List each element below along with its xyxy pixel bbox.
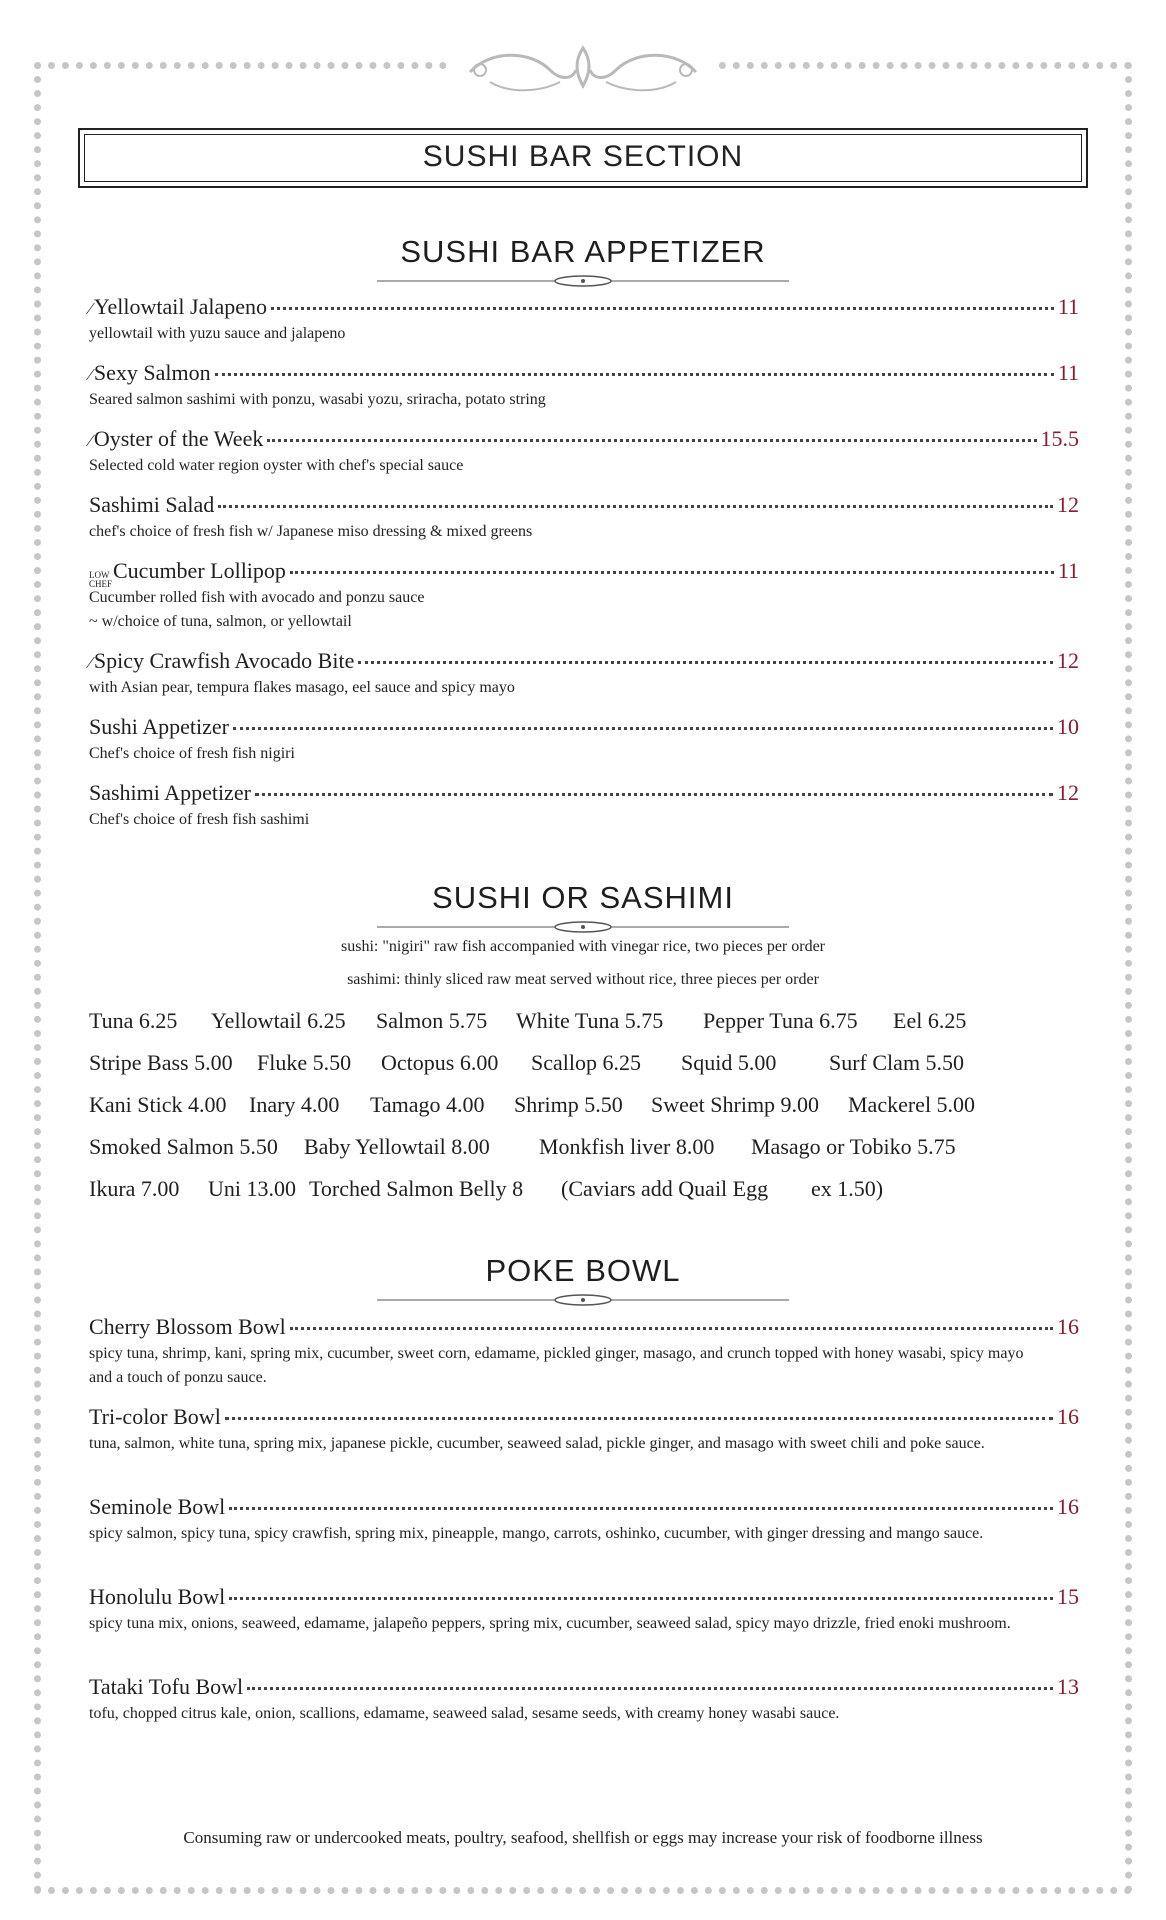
item-price: 16 [1057,1494,1079,1519]
item-name: Spicy Crawfish Avocado Bite [93,648,355,673]
price-cell: Baby Yellowtail 8.00 [304,1134,490,1159]
poke-heading: POKE BOWL [485,1253,681,1288]
item-name: Oyster of the Week [93,426,264,451]
menu-item [89,1404,1079,1456]
menu-item [89,1314,1079,1390]
item-description: tofu, chopped citrus kale, onion, scallions, edamame, seaweed salad, sesame seeds, with creamy honey wasabi sauce. [89,1705,840,1722]
price-cell: Surf Clam 5.50 [829,1050,965,1075]
dot-leader [233,721,1053,730]
menu-item [89,648,1079,700]
price-cell: Pepper Tuna 6.75 [703,1008,858,1033]
item-description: spicy salmon, spicy tuna, spicy crawfish, spring mix, pineapple, mango, carrots, oshinko, cucumber, with ginger dressing and mango sauce. [89,1525,984,1542]
ornamental-rule [377,1293,789,1307]
item-price: 10 [1057,714,1079,739]
chili-pepper-icon: ∕ [89,653,92,672]
appetizer-heading: SUSHI BAR APPETIZER [400,234,766,269]
menu-item [89,1494,1079,1546]
price-cell: Tuna 6.25 [89,1008,178,1033]
item-description: Selected cold water region oyster with chef's special sauce [89,457,464,474]
item-price: 12 [1057,492,1079,517]
dot-leader [247,1681,1053,1690]
price-cell: Kani Stick 4.00 [89,1092,227,1117]
item-name: Cherry Blossom Bowl [89,1314,286,1339]
price-cell: Squid 5.00 [681,1050,777,1075]
item-name: Yellowtail Jalapeno [93,294,267,319]
menu-item [89,294,1079,346]
menu-item [89,558,1079,634]
price-row [89,1092,1089,1124]
price-cell: White Tuna 5.75 [516,1008,664,1033]
item-description: spicy tuna mix, onions, seaweed, edamame, jalapeño peppers, spring mix, cucumber, seaweed salad, spicy mayo drizzle, fried enoki mushroom. [89,1615,1011,1632]
item-description: with Asian pear, tempura flakes masago, eel sauce and spicy mayo [89,679,515,696]
item-price: 16 [1057,1314,1079,1339]
item-price: 11 [1057,294,1079,319]
chili-pepper-icon: ∕ [89,431,92,450]
scroll-ornament-icon [450,42,716,98]
price-cell: Yellowtail 6.25 [211,1008,346,1033]
price-row [89,1134,1089,1166]
menu-item [89,426,1079,478]
sushi-sashimi-heading: SUSHI OR SASHIMI [432,880,734,915]
sushi-note: sushi: "nigiri" raw fish accompanied with vinegar rice, two pieces per order [340,938,825,955]
item-description: chef's choice of fresh fish w/ Japanese miso dressing & mixed greens [89,523,533,540]
price-cell: Torched Salmon Belly 8 [309,1176,524,1201]
chili-pepper-icon: ∕ [89,365,92,384]
price-cell: Shrimp 5.50 [514,1092,623,1117]
chili-pepper-icon: ∕ [89,299,92,318]
price-cell: Masago or Tobiko 5.75 [751,1134,956,1159]
price-cell: Stripe Bass 5.00 [89,1050,233,1075]
dot-leader [255,787,1053,796]
dot-leader [290,1321,1053,1330]
item-name: Seminole Bowl [89,1494,226,1519]
price-cell: Sweet Shrimp 9.00 [651,1092,820,1117]
price-cell: (Caviars add Quail Egg [561,1176,769,1201]
menu-item [89,360,1079,412]
item-price: 15 [1057,1584,1079,1609]
price-cell: Inary 4.00 [249,1092,340,1117]
item-description: spicy tuna, shrimp, kani, spring mix, cucumber, sweet corn, edamame, pickled ginger, masago, and crunch topped with honey wasabi, spicy mayo and a touch of ponzu sauce. [89,1345,1024,1386]
menu-item [89,492,1079,544]
item-description: Seared salmon sashimi with ponzu, wasabi yozu, sriracha, potato string [89,391,546,408]
price-cell: Ikura 7.00 [89,1176,180,1201]
section-title-box [78,128,1088,188]
price-cell: Tamago 4.00 [370,1092,485,1117]
dot-leader [267,433,1036,442]
menu-item [89,1674,1079,1726]
price-cell: Uni 13.00 [208,1176,296,1201]
ornamental-rule [377,920,789,934]
price-cell: Salmon 5.75 [376,1008,488,1033]
item-description: yellowtail with yuzu sauce and jalapeno [89,325,346,342]
dot-leader [358,655,1053,664]
item-name: Tri-color Bowl [89,1404,221,1429]
price-row [89,1050,1089,1082]
low-chef-icon: LOW CHEF [89,570,113,589]
menu-item [89,780,1079,832]
item-description: tuna, salmon, white tuna, spring mix, japanese pickle, cucumber, seaweed salad, pickle ginger, and masago with sweet chili and poke sauce. [89,1435,985,1452]
item-price: 12 [1057,780,1079,805]
item-name: Sashimi Appetizer [89,780,251,805]
price-cell: Mackerel 5.00 [848,1092,976,1117]
price-cell: Smoked Salmon 5.50 [89,1134,278,1159]
item-price: 12 [1057,648,1079,673]
dot-leader [225,1411,1053,1420]
item-price: 13 [1057,1674,1079,1699]
price-cell: Monkfish liver 8.00 [539,1134,715,1159]
item-name: Sashimi Salad [89,492,215,517]
item-price: 11 [1057,558,1079,583]
item-price: 15.5 [1040,426,1079,451]
item-price: 11 [1057,360,1079,385]
sashimi-note: sashimi: thinly sliced raw meat served without rice, three pieces per order [347,971,819,988]
item-description-choice: ~ w/choice of tuna, salmon, or yellowtail [89,613,352,630]
dot-leader [218,499,1053,508]
price-cell: Eel 6.25 [893,1008,967,1033]
ornamental-rule [377,274,789,288]
item-name: Sexy Salmon [93,360,211,385]
dot-leader [290,565,1054,574]
menu-item [89,714,1079,766]
dot-leader [271,301,1054,310]
item-name: Sushi Appetizer [89,714,229,739]
price-cell: Fluke 5.50 [257,1050,352,1075]
item-description: Cucumber rolled fish with avocado and ponzu sauce [89,589,425,606]
item-price: 16 [1057,1404,1079,1429]
item-name: Cucumber Lollipop [113,558,286,583]
price-row [89,1176,1089,1208]
dot-leader [215,367,1054,376]
price-cell: ex 1.50) [811,1176,884,1201]
dot-leader [229,1591,1053,1600]
item-description: Chef's choice of fresh fish sashimi [89,811,310,828]
dot-leader [229,1501,1053,1510]
price-cell: Octopus 6.00 [381,1050,499,1075]
price-row [89,1008,1089,1040]
menu-item [89,1584,1079,1636]
item-description: Chef's choice of fresh fish nigiri [89,745,295,762]
price-cell: Scallop 6.25 [531,1050,641,1075]
food-safety-disclaimer: Consuming raw or undercooked meats, poultry, seafood, shellfish or eggs may increase your risk of foodborne illness [183,1828,983,1847]
section-title: SUSHI BAR SECTION [422,140,744,173]
item-name: Honolulu Bowl [89,1584,226,1609]
item-name: Tataki Tofu Bowl [89,1674,244,1699]
